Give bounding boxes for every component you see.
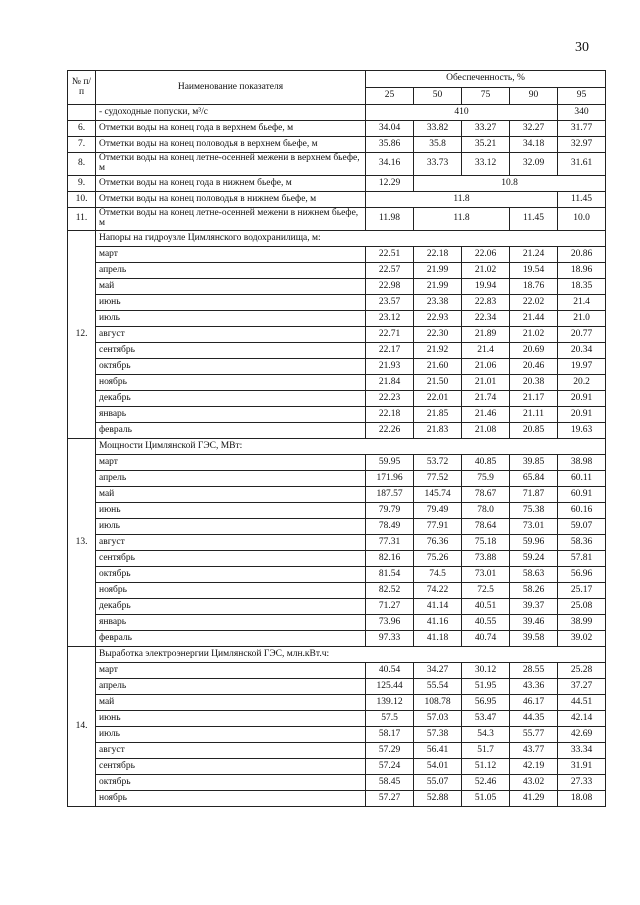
row-value: 43.02 [510,775,558,791]
row-value: 18.96 [558,263,606,279]
month-label: февраль [96,631,366,647]
row-value: 21.01 [462,375,510,391]
row-value: 39.37 [510,599,558,615]
month-label: март [96,247,366,263]
row-value: 55.54 [414,679,462,695]
row-value: 19.63 [558,423,606,439]
row-value: 21.06 [462,359,510,375]
row-value: 32.09 [510,153,558,176]
row-value: 34.04 [366,121,414,137]
row-value: 139.12 [366,695,414,711]
row-value: 77.91 [414,519,462,535]
row-value: 59.95 [366,455,414,471]
table-row [68,743,606,759]
row-value: 22.17 [366,343,414,359]
row-value: 71.87 [510,487,558,503]
row-value: 35.21 [462,137,510,153]
row-value: 20.91 [558,391,606,407]
row-value: 57.38 [414,727,462,743]
header-col: 25 [366,88,414,105]
row-value: 33.12 [462,153,510,176]
row-value: 11.98 [366,208,414,231]
row-value: 41.14 [414,599,462,615]
row-value: 60.91 [558,487,606,503]
row-value: 56.96 [558,567,606,583]
row-value: 20.69 [510,343,558,359]
row-value: 22.01 [414,391,462,407]
row-value: 21.02 [510,327,558,343]
row-value: 410 [366,105,558,121]
row-value: 78.67 [462,487,510,503]
row-value: 171.96 [366,471,414,487]
section-num: 14. [68,647,96,807]
row-value: 44.35 [510,711,558,727]
row-value: 32.97 [558,137,606,153]
row-value: 57.03 [414,711,462,727]
row-value: 51.95 [462,679,510,695]
month-label: февраль [96,423,366,439]
table-row [68,727,606,743]
table-row [68,121,606,137]
row-num: 10. [68,192,96,208]
row-value: 59.96 [510,535,558,551]
table-row [68,551,606,567]
row-value: 40.51 [462,599,510,615]
row-value: 21.93 [366,359,414,375]
table-row [68,192,606,208]
row-value: 54.01 [414,759,462,775]
month-label: июнь [96,711,366,727]
row-num: 11. [68,208,96,231]
row-value: 30.12 [462,663,510,679]
row-value: 22.02 [510,295,558,311]
table-row [68,599,606,615]
row-value: 31.61 [558,153,606,176]
section-title-row [68,439,606,455]
row-value: 18.35 [558,279,606,295]
row-value: 11.45 [510,208,558,231]
month-label: октябрь [96,359,366,375]
table-row [68,455,606,471]
row-value: 53.72 [414,455,462,471]
month-label: ноябрь [96,583,366,599]
table-row [68,471,606,487]
table-row [68,711,606,727]
table-row [68,263,606,279]
month-label: июль [96,311,366,327]
row-value: 25.08 [558,599,606,615]
row-value: 340 [558,105,606,121]
row-value: 21.60 [414,359,462,375]
row-value: 20.46 [510,359,558,375]
row-value: 22.93 [414,311,462,327]
row-value: 20.38 [510,375,558,391]
row-value: 56.41 [414,743,462,759]
row-value: 21.0 [558,311,606,327]
table-row [68,679,606,695]
row-value: 22.51 [366,247,414,263]
table-row [68,208,606,231]
header-col: 75 [462,88,510,105]
row-value: 33.27 [462,121,510,137]
row-value: 57.27 [366,791,414,807]
row-value: 60.16 [558,503,606,519]
table-row [68,487,606,503]
row-value: 40.74 [462,631,510,647]
row-value: 40.55 [462,615,510,631]
row-value: 97.33 [366,631,414,647]
table-row [68,663,606,679]
row-value: 73.88 [462,551,510,567]
row-value: 21.85 [414,407,462,423]
row-value: 59.07 [558,519,606,535]
month-label: ноябрь [96,375,366,391]
row-value: 21.17 [510,391,558,407]
table-row [68,295,606,311]
row-value: 72.5 [462,583,510,599]
row-num: 9. [68,176,96,192]
table-row [68,359,606,375]
row-value: 75.9 [462,471,510,487]
month-label: июль [96,519,366,535]
row-value: 51.12 [462,759,510,775]
row-value: 79.49 [414,503,462,519]
row-value: 10.0 [558,208,606,231]
row-value: 44.51 [558,695,606,711]
row-value: 58.17 [366,727,414,743]
table-row [68,311,606,327]
row-name: Отметки воды на конец половодья в верхнем бьефе, м [96,137,366,153]
row-value: 25.17 [558,583,606,599]
row-value: 31.91 [558,759,606,775]
row-value: 19.94 [462,279,510,295]
row-value: 82.16 [366,551,414,567]
row-value: 27.33 [558,775,606,791]
row-value: 28.55 [510,663,558,679]
row-value: 78.49 [366,519,414,535]
row-value: 74.5 [414,567,462,583]
section-num: 13. [68,439,96,647]
row-value: 40.85 [462,455,510,471]
section-title: Выработка электроэнергии Цимлянской ГЭС, млн.кВт.ч: [96,647,606,663]
row-value: 21.46 [462,407,510,423]
row-value: 75.18 [462,535,510,551]
row-value: 11.45 [558,192,606,208]
row-value: 22.34 [462,311,510,327]
row-value: 21.89 [462,327,510,343]
table-row [68,137,606,153]
row-value: 73.01 [462,567,510,583]
row-value: 19.97 [558,359,606,375]
row-name: - судоходные попуски, м³/с [96,105,366,121]
month-label: август [96,743,366,759]
table-row [68,105,606,121]
row-value: 20.91 [558,407,606,423]
table-row [68,407,606,423]
month-label: март [96,455,366,471]
row-value: 58.26 [510,583,558,599]
row-value: 51.7 [462,743,510,759]
row-value: 21.02 [462,263,510,279]
row-value: 12.29 [366,176,414,192]
month-label: сентябрь [96,759,366,775]
row-value: 78.64 [462,519,510,535]
row-value: 22.18 [414,247,462,263]
row-value: 33.82 [414,121,462,137]
row-value: 73.96 [366,615,414,631]
month-label: май [96,695,366,711]
row-value: 81.54 [366,567,414,583]
row-value: 37.27 [558,679,606,695]
row-value: 55.77 [510,727,558,743]
month-label: март [96,663,366,679]
table-row [68,631,606,647]
month-label: октябрь [96,775,366,791]
row-value: 33.34 [558,743,606,759]
row-value: 34.18 [510,137,558,153]
row-value: 41.29 [510,791,558,807]
row-value: 58.36 [558,535,606,551]
row-value: 76.36 [414,535,462,551]
section-title-row [68,231,606,247]
month-label: сентябрь [96,343,366,359]
row-value: 82.52 [366,583,414,599]
table-row [68,279,606,295]
row-value: 75.38 [510,503,558,519]
row-name: Отметки воды на конец половодья в нижнем бьефе, м [96,192,366,208]
row-value: 23.12 [366,311,414,327]
row-value: 41.16 [414,615,462,631]
row-value: 22.23 [366,391,414,407]
row-value: 51.05 [462,791,510,807]
table-row [68,423,606,439]
row-value: 77.52 [414,471,462,487]
row-value: 10.8 [414,176,606,192]
row-value: 39.46 [510,615,558,631]
row-value: 22.98 [366,279,414,295]
row-value: 42.69 [558,727,606,743]
row-value: 42.19 [510,759,558,775]
row-value: 57.29 [366,743,414,759]
table-row [68,375,606,391]
row-value: 75.26 [414,551,462,567]
row-value: 22.71 [366,327,414,343]
table-row [68,791,606,807]
row-value: 35.86 [366,137,414,153]
row-value: 20.34 [558,343,606,359]
table-row [68,247,606,263]
row-value: 21.08 [462,423,510,439]
row-value: 53.47 [462,711,510,727]
row-value: 21.44 [510,311,558,327]
month-label: апрель [96,263,366,279]
month-label: апрель [96,679,366,695]
header-col: 50 [414,88,462,105]
month-label: май [96,279,366,295]
header-num: № п/п [68,71,96,105]
row-value: 38.98 [558,455,606,471]
section-title: Напоры на гидроузле Цимлянского водохранилища, м: [96,231,606,247]
row-value: 32.27 [510,121,558,137]
table-row [68,695,606,711]
indicators-table [67,70,606,807]
header-row [68,71,606,88]
month-label: июль [96,727,366,743]
table-row [68,535,606,551]
row-value: 20.2 [558,375,606,391]
row-value: 34.16 [366,153,414,176]
row-value: 52.46 [462,775,510,791]
row-value: 39.02 [558,631,606,647]
row-value: 43.77 [510,743,558,759]
row-value: 60.11 [558,471,606,487]
header-group: Обеспеченность, % [366,71,606,88]
row-value: 52.88 [414,791,462,807]
row-value: 11.8 [414,208,510,231]
row-value: 18.08 [558,791,606,807]
row-value: 187.57 [366,487,414,503]
row-value: 22.83 [462,295,510,311]
row-name: Отметки воды на конец летне-осенней межени в нижнем бьефе, м [96,208,366,231]
row-value: 22.18 [366,407,414,423]
table-row [68,615,606,631]
row-value: 21.83 [414,423,462,439]
row-value: 74.22 [414,583,462,599]
month-label: апрель [96,471,366,487]
row-value: 33.73 [414,153,462,176]
row-value: 21.24 [510,247,558,263]
month-label: сентябрь [96,551,366,567]
row-name: Отметки воды на конец летне-осенней межени в верхнем бьефе, м [96,153,366,176]
row-value: 20.77 [558,327,606,343]
row-value: 55.07 [414,775,462,791]
table-row [68,503,606,519]
table-row [68,567,606,583]
row-value: 19.54 [510,263,558,279]
row-value: 22.30 [414,327,462,343]
row-value: 23.57 [366,295,414,311]
row-value: 56.95 [462,695,510,711]
month-label: декабрь [96,391,366,407]
row-value: 57.5 [366,711,414,727]
row-value: 77.31 [366,535,414,551]
row-num [68,105,96,121]
row-value: 18.76 [510,279,558,295]
row-value: 145.74 [414,487,462,503]
row-value: 78.0 [462,503,510,519]
section-num: 12. [68,231,96,439]
row-value: 20.85 [510,423,558,439]
header-col: 90 [510,88,558,105]
row-num: 7. [68,137,96,153]
month-label: май [96,487,366,503]
row-value: 25.28 [558,663,606,679]
row-value: 20.86 [558,247,606,263]
month-label: июнь [96,503,366,519]
row-value: 59.24 [510,551,558,567]
row-value: 57.81 [558,551,606,567]
row-value: 22.06 [462,247,510,263]
row-value: 57.24 [366,759,414,775]
row-name: Отметки воды на конец года в верхнем бьефе, м [96,121,366,137]
row-value: 21.4 [462,343,510,359]
page-number: 30 [575,40,589,55]
row-value: 21.99 [414,279,462,295]
row-value: 21.50 [414,375,462,391]
row-value: 34.27 [414,663,462,679]
table-row [68,343,606,359]
month-label: октябрь [96,567,366,583]
row-value: 21.99 [414,263,462,279]
row-value: 39.58 [510,631,558,647]
table-row [68,153,606,176]
month-label: январь [96,407,366,423]
table-row [68,775,606,791]
row-value: 21.74 [462,391,510,407]
month-label: июнь [96,295,366,311]
row-value: 39.85 [510,455,558,471]
table-row [68,519,606,535]
row-num: 8. [68,153,96,176]
month-label: январь [96,615,366,631]
section-title: Мощности Цимлянской ГЭС, МВт: [96,439,606,455]
row-value: 23.38 [414,295,462,311]
row-value: 54.3 [462,727,510,743]
row-value: 41.18 [414,631,462,647]
header-col: 95 [558,88,606,105]
row-value: 40.54 [366,663,414,679]
row-value: 58.63 [510,567,558,583]
month-label: декабрь [96,599,366,615]
row-value: 22.26 [366,423,414,439]
row-value: 38.99 [558,615,606,631]
table-row [68,176,606,192]
table-row [68,759,606,775]
row-value: 21.84 [366,375,414,391]
row-value: 31.77 [558,121,606,137]
table-row [68,391,606,407]
row-value: 21.11 [510,407,558,423]
month-label: ноябрь [96,791,366,807]
row-value: 43.36 [510,679,558,695]
table-row [68,583,606,599]
row-value: 42.14 [558,711,606,727]
row-value: 22.57 [366,263,414,279]
section-title-row [68,647,606,663]
month-label: август [96,535,366,551]
row-value: 71.27 [366,599,414,615]
row-value: 79.79 [366,503,414,519]
row-value: 46.17 [510,695,558,711]
header-name: Наименование показателя [96,71,366,105]
month-label: август [96,327,366,343]
row-value: 11.8 [366,192,558,208]
row-value: 73.01 [510,519,558,535]
row-value: 21.92 [414,343,462,359]
row-value: 35.8 [414,137,462,153]
row-value: 21.4 [558,295,606,311]
row-name: Отметки воды на конец года в нижнем бьефе, м [96,176,366,192]
row-value: 108.78 [414,695,462,711]
table-row [68,327,606,343]
row-num: 6. [68,121,96,137]
row-value: 65.84 [510,471,558,487]
row-value: 58.45 [366,775,414,791]
row-value: 125.44 [366,679,414,695]
